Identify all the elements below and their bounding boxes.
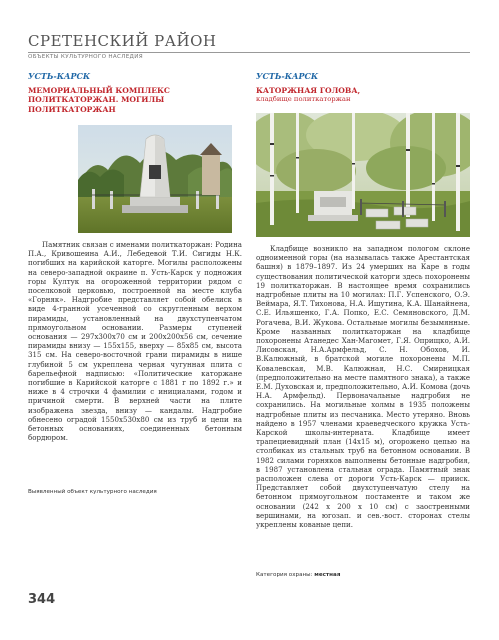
- left-photo-memorial: [78, 125, 232, 233]
- left-body-text: Памятник связан с именами политкаторжан: Родина П.А., Кривошеина А.И., Лебедевой Т.И. Сигиды Н.К. погибших на карийской каторге. Могилы расположены на северо-западной окраине п. Усть-Карск у подножия горы Култук на огороженной территории рядом с поселковой церковью, построенной на месте клуба «Горняк». Надгробие представляет собой обелиск в виде 4-гранной усеченной со скругленным верхом пирамиды, установленный на двухступенчатом прямоугольном основании. Размеры ступеней основания — 297х300х70 см и 200х200х56 см, сечение пирамиды внизу — 155х155, вверху — 85х85 см, высота 315 см. На северо-восточной грани пирамиды в нише глубиной 5 см укреплена черная чугунная плита с барельефной надписью: «Политические каторжане погибшие в Карийской каторге с 1881 г по 1892 г.» и ниже в 4 строчки 4 фамилии с инициалами, годом и причиной смерти. В верхней части на плите изображена звезда, внизу — кандалы. Надгробие обнесено оградой 1550х530х80 см из труб и цепи на бетонных основаниях, соединенных бетонным бордюром.: [28, 240, 242, 443]
- protection-category-value: местная: [314, 572, 341, 578]
- cemetery-birch-forest-image: [256, 113, 470, 237]
- page-number: 344: [28, 592, 56, 607]
- right-title-sub: кладбище политкаторжан: [256, 95, 351, 104]
- right-photo-cemetery: [256, 113, 470, 237]
- right-caption: [256, 572, 340, 578]
- left-title: МЕМОРИАЛЬНЫЙ КОМПЛЕКС ПОЛИТКАТОРЖАН. МОГИЛЫ ПОЛИТКАТОРЖАН: [28, 86, 170, 114]
- right-location: УСТЬ-КАРСК: [256, 71, 319, 81]
- page-header-title: СРЕТЕНСКИЙ РАЙОН: [28, 32, 217, 50]
- header-rule: [28, 52, 470, 53]
- memorial-obelisk-image: [78, 125, 232, 233]
- right-title: КАТОРЖНАЯ ГОЛОВА,: [256, 86, 361, 95]
- right-title-block: [256, 86, 466, 105]
- left-location: УСТЬ-КАРСК: [28, 71, 91, 81]
- page-header-subtitle: ОБЪЕКТЫ КУЛЬТУРНОГО НАСЛЕДИЯ: [28, 54, 143, 60]
- left-caption: Выявленный объект культурного наследия: [28, 489, 157, 495]
- right-body-text: Кладбище возникло на западном пологом склоне одноименной горы (на называлась также Арестантская башня) в 1879–1897. Из 24 умерших на Каре в годы существования политической каторги здесь похоронены 19 политкаторжан. В настоящее время сохранились надгробные плиты на 10 могилах: П.Г. Успенского, О.Э. Веймара, Я.Т. Тихонова, Н.А. Ишутина, К.А. Шанайнена, С.Е. Ильяшенко, Г.А. Попко, Е.С. Семяновского, Д.М. Рогачева, В.И. Жукова. Остальные могилы безымянные. Кроме названных политкаторжан на кладбище похоронены Атанедес Хан-Магомет, Г.Я. Оприщко, А.И. Лисовская, Н.А.Армфельд, С. Н. Обохов, И. В.Калюжный, в братской могиле похоронены М.П. Ковалевская, М.В. Калюжная, Н.С. Смирницкая (предположительно на месте памятного знака), а также Е.М. Духовская и, предположительно, А.И. Комова (дочь Н.А. Армфельд). Первоначальные надгробия не сохранились. На могильные холмы в 1935 положены надгробные плиты из песчаника. Место утеряно. Вновь найдено в 1957 членами краеведческого кружка Усть-Карской школы-интерната. Кладбище имеет трапециевидный план (14х15 м), огорожено цепью на столбиках из стальных труб на бетонном основании. В 1982 силами горняков выполнены бетонные надгробия, в 1987 установлена стальная ограда. Памятный знак расположен слева от дороги Усть-Карск — прииск. Представляет собой двухступенчатую стелу на бетонном прямоугольном постаменте и таком же основании (242 х 200 х 10 см) с заостренными вершинами, на югозап. и сев.-вост. сторонах стелы укреплены кованые цепи.: [256, 244, 470, 530]
- protection-category-label: Категория охраны:: [256, 572, 313, 578]
